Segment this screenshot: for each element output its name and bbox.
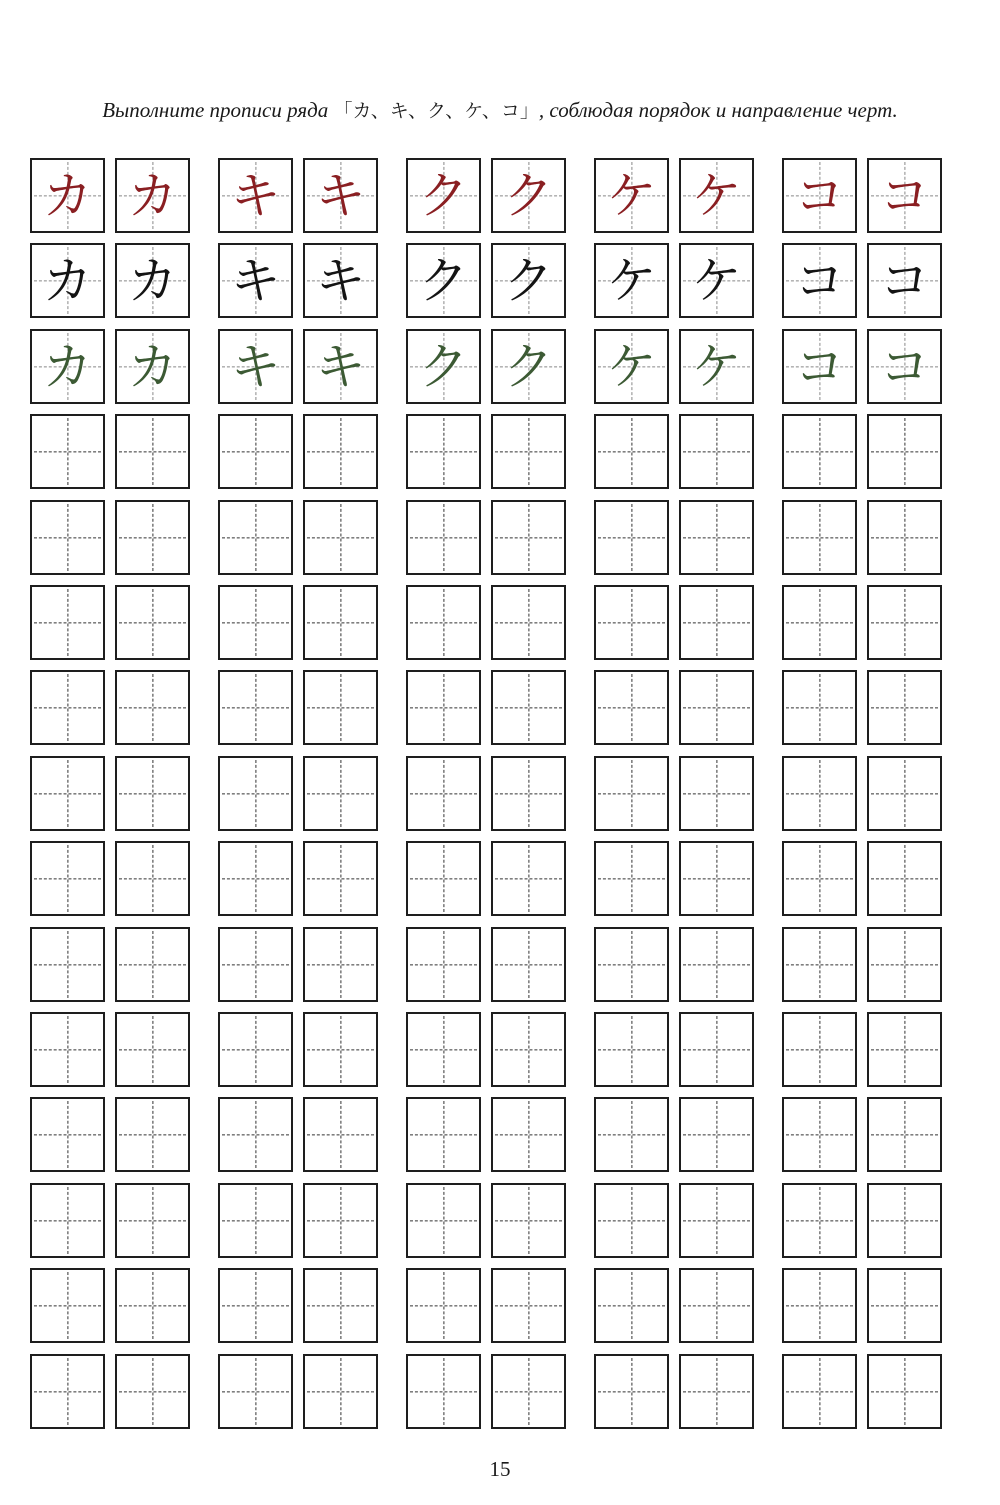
- example-cell: [594, 158, 669, 233]
- example-cell: [679, 158, 754, 233]
- example-cell: [679, 329, 754, 404]
- practice-cell: [115, 414, 190, 489]
- practice-cell: [218, 500, 293, 575]
- practice-cell: [406, 500, 481, 575]
- practice-cell: [303, 1354, 378, 1429]
- practice-cell: [867, 670, 942, 745]
- practice-cell: [594, 414, 669, 489]
- quote-open: 「: [333, 100, 353, 122]
- example-cell: [30, 243, 105, 318]
- example-cell: [303, 329, 378, 404]
- practice-cell: [867, 1097, 942, 1172]
- practice-cell: [594, 1097, 669, 1172]
- practice-cell: [30, 927, 105, 1002]
- example-cell: [679, 243, 754, 318]
- practice-cell: [867, 841, 942, 916]
- practice-cell: [867, 1012, 942, 1087]
- practice-cell: [594, 1183, 669, 1258]
- practice-cell: [594, 1354, 669, 1429]
- practice-cell: [679, 1183, 754, 1258]
- example-cell: [867, 329, 942, 404]
- practice-cell: [782, 1183, 857, 1258]
- kana-glyph: ク: [418, 337, 469, 396]
- practice-cell: [594, 1268, 669, 1343]
- example-cell: [115, 243, 190, 318]
- kana-glyph: コ: [879, 337, 930, 396]
- practice-cell: [594, 500, 669, 575]
- practice-cell: [218, 670, 293, 745]
- kana-glyph: キ: [230, 166, 281, 225]
- example-cell: [303, 158, 378, 233]
- kana-glyph: ク: [503, 166, 554, 225]
- practice-cell: [594, 670, 669, 745]
- practice-cell: [594, 585, 669, 660]
- practice-cell: [218, 1268, 293, 1343]
- kana-glyph: カ: [127, 166, 178, 225]
- practice-cell: [867, 500, 942, 575]
- practice-cell: [679, 1354, 754, 1429]
- example-cell: [867, 158, 942, 233]
- practice-cell: [115, 585, 190, 660]
- practice-cell: [30, 1183, 105, 1258]
- practice-cell: [782, 841, 857, 916]
- practice-cell: [115, 1268, 190, 1343]
- practice-cell: [30, 670, 105, 745]
- practice-cell: [115, 1012, 190, 1087]
- kana-list: カ、キ、ク、ケ、コ: [352, 100, 520, 122]
- practice-cell: [406, 1012, 481, 1087]
- practice-cell: [218, 1354, 293, 1429]
- practice-cell: [491, 1354, 566, 1429]
- instruction-before: Выполните прописи ряда: [102, 98, 329, 122]
- kana-glyph: コ: [879, 251, 930, 310]
- practice-cell: [218, 927, 293, 1002]
- practice-cell: [303, 585, 378, 660]
- practice-cell: [867, 414, 942, 489]
- practice-cell: [218, 1183, 293, 1258]
- instruction-after: , соблюдая порядок и направление черт.: [538, 98, 898, 122]
- practice-cell: [679, 1268, 754, 1343]
- example-cell: [30, 158, 105, 233]
- practice-cell: [782, 1268, 857, 1343]
- kana-glyph: ケ: [691, 337, 742, 396]
- practice-cell: [491, 1012, 566, 1087]
- practice-cell: [782, 1097, 857, 1172]
- practice-cell: [303, 756, 378, 831]
- practice-cell: [303, 670, 378, 745]
- practice-cell: [867, 585, 942, 660]
- practice-cell: [782, 670, 857, 745]
- practice-cell: [782, 756, 857, 831]
- practice-cell: [867, 756, 942, 831]
- example-cell: [406, 329, 481, 404]
- practice-cell: [218, 414, 293, 489]
- practice-cell: [303, 414, 378, 489]
- kana-glyph: キ: [315, 166, 366, 225]
- practice-cell: [782, 500, 857, 575]
- practice-cell: [303, 841, 378, 916]
- practice-cell: [30, 841, 105, 916]
- example-cell: [782, 329, 857, 404]
- practice-cell: [406, 414, 481, 489]
- practice-cell: [491, 1268, 566, 1343]
- practice-cell: [491, 670, 566, 745]
- example-cell: [782, 243, 857, 318]
- kana-glyph: ク: [418, 251, 469, 310]
- practice-cell: [30, 1097, 105, 1172]
- example-cell: [218, 329, 293, 404]
- practice-cell: [679, 500, 754, 575]
- practice-cell: [218, 756, 293, 831]
- practice-cell: [679, 841, 754, 916]
- practice-cell: [679, 1012, 754, 1087]
- example-cell: [218, 243, 293, 318]
- kana-glyph: カ: [42, 251, 93, 310]
- practice-cell: [218, 585, 293, 660]
- practice-cell: [303, 500, 378, 575]
- practice-cell: [115, 1183, 190, 1258]
- example-cell: [218, 158, 293, 233]
- practice-cell: [115, 670, 190, 745]
- kana-glyph: ケ: [691, 251, 742, 310]
- practice-cell: [115, 500, 190, 575]
- example-cell: [303, 243, 378, 318]
- practice-cell: [679, 756, 754, 831]
- practice-cell: [867, 927, 942, 1002]
- example-cell: [594, 243, 669, 318]
- kana-glyph: ク: [503, 251, 554, 310]
- kana-glyph: キ: [315, 251, 366, 310]
- example-cell: [30, 329, 105, 404]
- practice-cell: [867, 1183, 942, 1258]
- practice-cell: [491, 841, 566, 916]
- practice-cell: [115, 927, 190, 1002]
- kana-glyph: コ: [794, 337, 845, 396]
- kana-glyph: ケ: [606, 251, 657, 310]
- kana-glyph: コ: [794, 166, 845, 225]
- practice-cell: [491, 1097, 566, 1172]
- practice-cell: [782, 414, 857, 489]
- practice-cell: [303, 1268, 378, 1343]
- example-cell: [491, 158, 566, 233]
- practice-cell: [406, 1268, 481, 1343]
- practice-cell: [491, 500, 566, 575]
- practice-cell: [782, 585, 857, 660]
- practice-cell: [218, 1012, 293, 1087]
- practice-cell: [406, 841, 481, 916]
- kana-glyph: キ: [230, 251, 281, 310]
- practice-cell: [491, 414, 566, 489]
- practice-cell: [218, 1097, 293, 1172]
- practice-cell: [867, 1354, 942, 1429]
- practice-cell: [30, 414, 105, 489]
- kana-glyph: キ: [230, 337, 281, 396]
- kana-glyph: コ: [879, 166, 930, 225]
- practice-cell: [30, 756, 105, 831]
- example-cell: [115, 329, 190, 404]
- practice-cell: [115, 1097, 190, 1172]
- practice-cell: [491, 927, 566, 1002]
- practice-cell: [406, 670, 481, 745]
- practice-cell: [679, 927, 754, 1002]
- practice-cell: [30, 585, 105, 660]
- example-cell: [406, 158, 481, 233]
- practice-cell: [867, 1268, 942, 1343]
- practice-cell: [679, 585, 754, 660]
- example-cell: [782, 158, 857, 233]
- page-number: 15: [489, 1457, 511, 1481]
- practice-cell: [30, 1268, 105, 1343]
- practice-cell: [679, 1097, 754, 1172]
- practice-cell: [303, 1012, 378, 1087]
- kana-glyph: カ: [127, 337, 178, 396]
- practice-cell: [782, 1012, 857, 1087]
- kana-glyph: ク: [503, 337, 554, 396]
- practice-cell: [115, 841, 190, 916]
- practice-cell: [491, 756, 566, 831]
- kana-glyph: ケ: [606, 337, 657, 396]
- practice-cell: [406, 1097, 481, 1172]
- kana-glyph: コ: [794, 251, 845, 310]
- practice-cell: [30, 500, 105, 575]
- practice-cell: [406, 756, 481, 831]
- practice-cell: [303, 1097, 378, 1172]
- kana-glyph: カ: [42, 166, 93, 225]
- practice-cell: [30, 1012, 105, 1087]
- practice-cell: [782, 1354, 857, 1429]
- practice-cell: [218, 841, 293, 916]
- practice-cell: [303, 927, 378, 1002]
- practice-cell: [594, 756, 669, 831]
- example-cell: [491, 329, 566, 404]
- practice-cell: [594, 927, 669, 1002]
- practice-cell: [491, 585, 566, 660]
- practice-cell: [782, 927, 857, 1002]
- practice-cell: [594, 1012, 669, 1087]
- example-cell: [491, 243, 566, 318]
- quote-close: 」: [519, 100, 539, 122]
- kana-glyph: キ: [315, 337, 366, 396]
- kana-glyph: ケ: [691, 166, 742, 225]
- practice-cell: [115, 1354, 190, 1429]
- kana-glyph: カ: [127, 251, 178, 310]
- practice-cell: [30, 1354, 105, 1429]
- practice-cell: [679, 414, 754, 489]
- kana-glyph: カ: [42, 337, 93, 396]
- example-cell: [115, 158, 190, 233]
- example-cell: [594, 329, 669, 404]
- practice-cell: [491, 1183, 566, 1258]
- practice-cell: [115, 756, 190, 831]
- practice-cell: [406, 927, 481, 1002]
- kana-glyph: ケ: [606, 166, 657, 225]
- practice-cell: [679, 670, 754, 745]
- kana-glyph: ク: [418, 166, 469, 225]
- practice-cell: [406, 585, 481, 660]
- practice-cell: [303, 1183, 378, 1258]
- example-cell: [867, 243, 942, 318]
- practice-cell: [406, 1183, 481, 1258]
- practice-cell: [406, 1354, 481, 1429]
- practice-cell: [594, 841, 669, 916]
- example-cell: [406, 243, 481, 318]
